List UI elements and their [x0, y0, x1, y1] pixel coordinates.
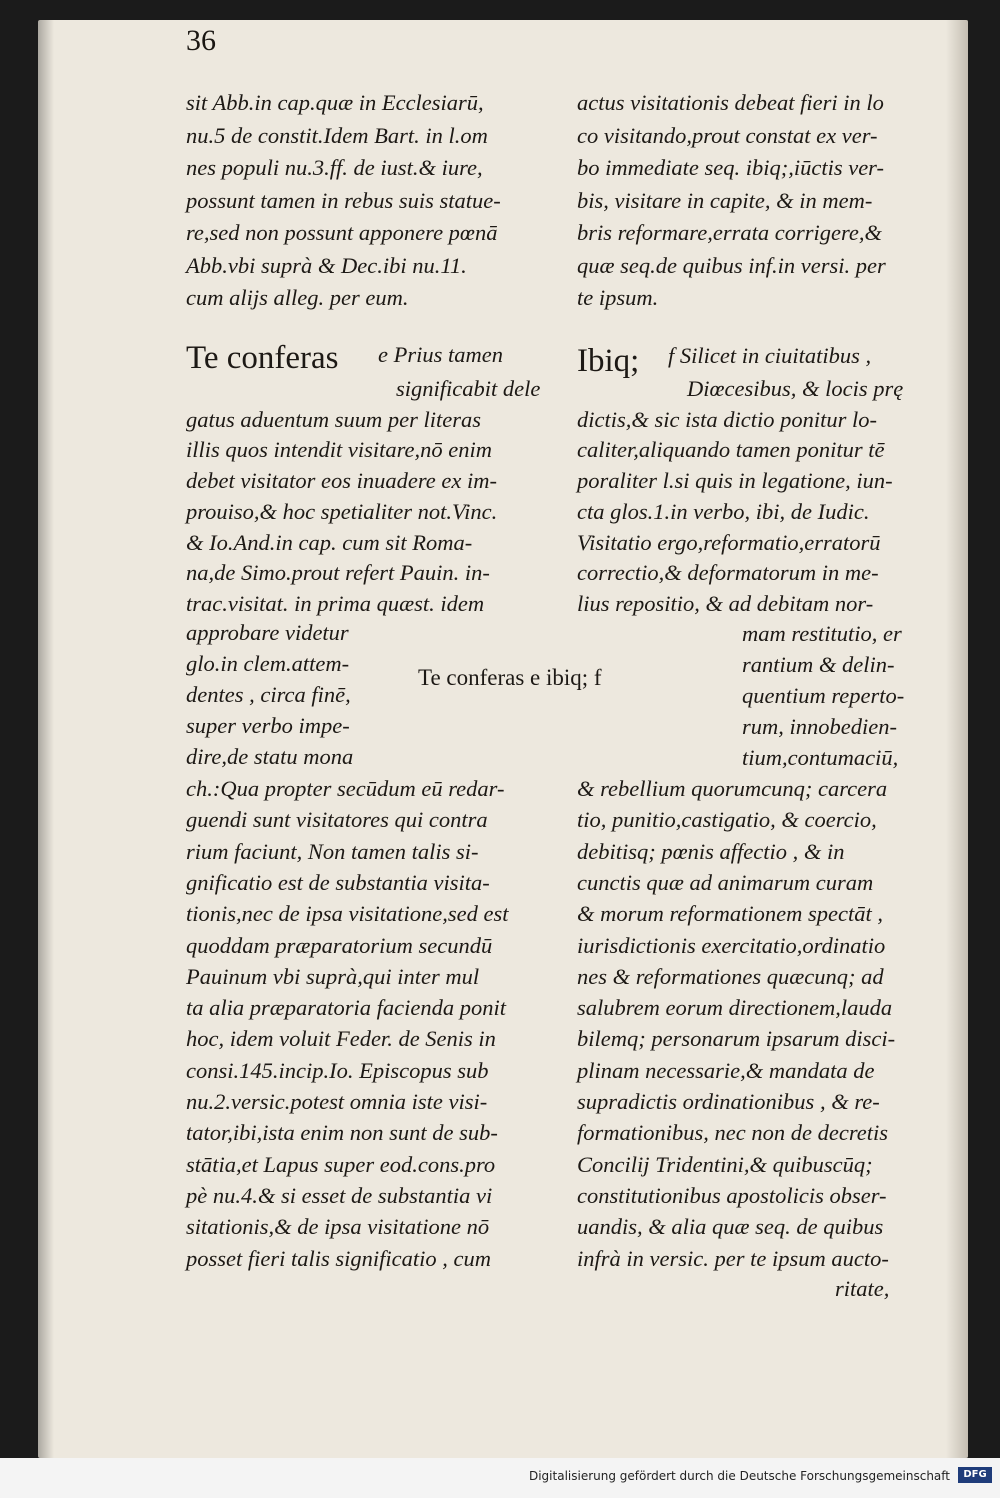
text-line: nes & reformationes quæcunq; ad: [577, 963, 884, 989]
text-line: glo.in clem.attem-: [186, 651, 350, 676]
text-line: Visitatio ergo,reformatio,erratorū: [577, 529, 881, 555]
text-line: quoddam præparatorium secundū: [186, 932, 493, 958]
text-line: ta alia præparatoria facienda ponit: [186, 995, 507, 1021]
text-line: super verbo impe-: [186, 713, 350, 738]
text-line: sitationis,& de ipsa visitatione nō: [186, 1214, 490, 1240]
heading-right-note: f Silicet in ciuitatibus ,: [668, 343, 872, 368]
text-line: guendi sunt visitatores qui contra: [186, 807, 488, 833]
text-line: posset fieri talis significatio , cum: [186, 1245, 491, 1271]
text-line: consi.145.incip.Io. Episcopus sub: [186, 1057, 489, 1083]
text-line: trac.visitat. in prima quæst. idem: [186, 590, 485, 616]
text-line: actus visitationis debeat fieri in lo: [577, 90, 884, 115]
text-line: gatus aduentum suum per literas: [186, 406, 481, 432]
text-line: dictis,& sic ista dictio ponitur lo-: [577, 406, 877, 432]
text-line: poraliter l.si quis in legatione, iun-: [577, 468, 893, 494]
text-line: te ipsum.: [577, 285, 659, 310]
text-line: plinam necessarie,& mandata de: [577, 1057, 875, 1083]
page-edge: [946, 20, 968, 1458]
text-line: cunctis quæ ad animarum curam: [577, 869, 874, 895]
text-line: supradictis ordinationibus , & re-: [577, 1089, 880, 1114]
text-line: uandis, & alia quæ seq. de quibus: [577, 1214, 884, 1240]
text-line: approbare videtur: [186, 620, 349, 645]
text-line: pè nu.4.& si esset de substantia vi: [186, 1182, 493, 1208]
text-line: rium faciunt, Non tamen talis si-: [186, 838, 479, 864]
text-line: illis quos intendit visitare,nō enim: [186, 437, 493, 463]
footer-bar: [0, 1458, 1000, 1498]
text-line: na,de Simo.prout refert Pauin. in-: [186, 560, 490, 586]
text-line: tator,ibi,ista enim non sunt de sub-: [186, 1120, 498, 1146]
text-line: dentes , circa finē,: [186, 682, 351, 707]
center-marginal-label: Te conferas e ibiq; f: [418, 665, 602, 690]
text-line: & rebellium quorumcunq; carcera: [577, 776, 888, 801]
heading-te-conferas: Te conferas: [186, 340, 339, 376]
page-number: 36: [186, 24, 216, 57]
text-line: Diœcesibus, & locis prę: [687, 376, 904, 401]
text-line: possunt tamen in rebus suis statue-: [186, 187, 501, 213]
text-line: rum, innobedien-: [742, 714, 897, 739]
text-line: quentium reperto-: [742, 683, 905, 708]
text-line: bilemq; personarum ipsarum disci-: [577, 1026, 896, 1052]
text-line: bo immediate seq. ibiq;,iūctis ver-: [577, 155, 884, 180]
text-line: gnificatio est de substantia visita-: [186, 869, 490, 895]
text-line: cum alijs alleg. per eum.: [186, 285, 409, 310]
text-line: nes populi nu.3.ff. de iust.& iure,: [186, 155, 483, 180]
text-line: iurisdictionis exercitatio,ordinatio: [577, 932, 886, 958]
dfg-logo: DFG: [958, 1467, 992, 1483]
text-line: salubrem eorum directionem,lauda: [577, 995, 893, 1021]
text-line: cta glos.1.in verbo, ibi, de Iudic.: [577, 498, 870, 524]
gutter-shadow: [38, 20, 54, 1458]
text-line: debitisq; pœnis affectio , & in: [577, 838, 845, 864]
text-line: Concilij Tridentini,& quibuscūq;: [577, 1151, 873, 1177]
text-line: bris reformare,errata corrigere,&: [577, 220, 882, 245]
text-line: re,sed non possunt apponere pœnā: [186, 220, 498, 245]
heading-ibiq: Ibiq;: [577, 343, 640, 379]
text-line: bis, visitare in capite, & in mem-: [577, 187, 873, 213]
text-line: & morum reformationem spectāt ,: [577, 901, 884, 927]
text-line: hoc, idem voluit Feder. de Senis in: [186, 1026, 496, 1052]
text-line: debet visitator eos inuadere ex im-: [186, 468, 497, 494]
text-line: ch.:Qua propter secūdum eū redar-: [186, 776, 505, 801]
text-line: lius repositio, & ad debitam nor-: [577, 590, 874, 616]
text-line: tio, punitio,castigatio, & coercio,: [577, 807, 877, 833]
text-line: rantium & delin-: [742, 652, 895, 677]
text-line: correctio,& deformatorum in me-: [577, 560, 879, 586]
text-line: constitutionibus apostolicis obser-: [577, 1182, 887, 1208]
text-line: Abb.vbi suprà & Dec.ibi nu.11.: [186, 252, 467, 278]
text-line: infrà in versic. per te ipsum aucto-: [577, 1245, 889, 1271]
text-line: quæ seq.de quibus inf.in versi. per: [577, 252, 886, 278]
heading-left-note: e Prius tamen: [378, 342, 503, 367]
text-line: nu.2.versic.potest omnia iste visi-: [186, 1089, 488, 1114]
text-line: & Io.And.in cap. cum sit Roma-: [186, 529, 473, 555]
text-line: mam restitutio, er: [742, 621, 902, 646]
text-line: co visitando,prout constat ex ver-: [577, 122, 878, 148]
text-line: nu.5 de constit.Idem Bart. in l.om: [186, 122, 488, 148]
text-line: caliter,aliquando tamen ponitur tē: [577, 437, 885, 463]
text-line: dire,de statu mona: [186, 744, 354, 769]
text-line: stātia,et Lapus super eod.cons.pro: [186, 1151, 496, 1177]
catchword: ritate,: [835, 1276, 890, 1301]
text-line: tionis,nec de ipsa visitatione,sed est: [186, 901, 509, 927]
footer-credit: Digitalisierung gefördert durch die Deutsche Forschungsgemeinschaft: [528, 1469, 950, 1483]
text-line: formationibus, nec non de decretis: [577, 1120, 888, 1146]
text-line: tium,contumaciū,: [742, 745, 899, 770]
text-line: significabit dele: [396, 376, 541, 401]
text-line: sit Abb.in cap.quæ in Ecclesiarū,: [186, 90, 484, 115]
text-line: prouiso,& hoc spetialiter not.Vinc.: [186, 498, 498, 524]
text-line: Pauinum vbi suprà,qui inter mul: [186, 963, 480, 989]
